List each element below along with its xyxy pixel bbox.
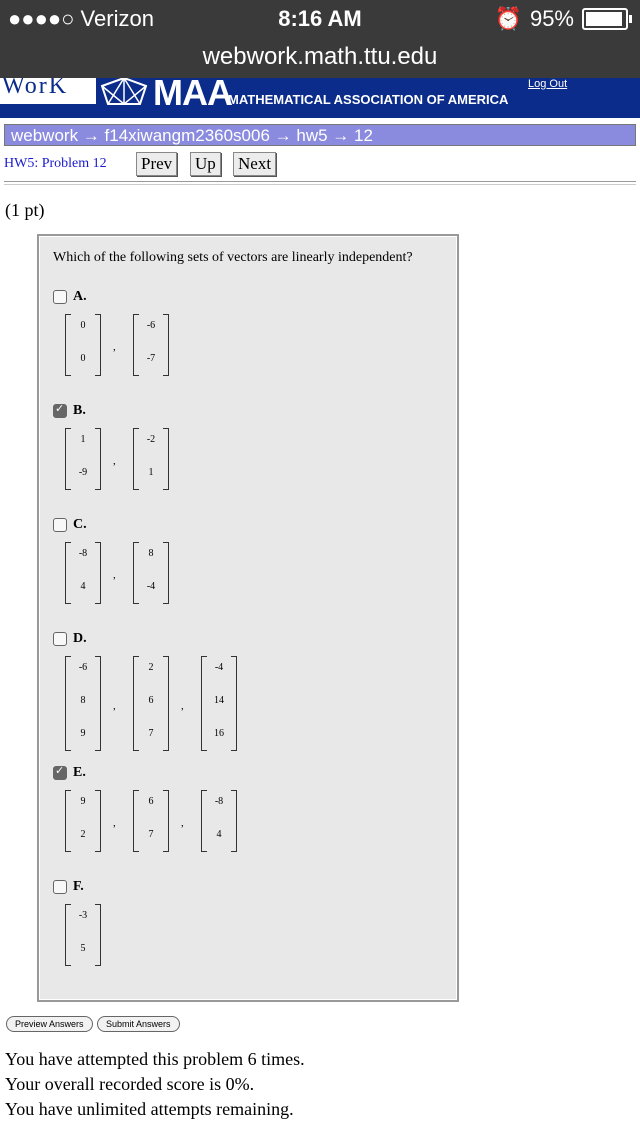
option-label: B. [73, 403, 86, 418]
option-checkbox[interactable] [53, 880, 67, 894]
prev-button[interactable]: Prev [136, 152, 177, 176]
vector-separator: , [113, 569, 116, 581]
header-banner [0, 72, 640, 118]
vector [133, 542, 169, 604]
remaining-message: You have unlimited attempts remaining. [5, 1099, 294, 1119]
clock: 8:16 AM [278, 6, 362, 31]
vector-entry: -4 [146, 581, 156, 592]
vector-entry: -7 [146, 353, 156, 364]
vector [201, 656, 237, 751]
vector [65, 656, 101, 751]
vector-entry: 0 [80, 320, 86, 331]
option-label: D. [73, 631, 87, 646]
vector [65, 542, 101, 604]
webwork-logo: WorK [0, 78, 96, 104]
score-message: Your overall recorded score is 0%. [5, 1074, 255, 1094]
option-label: F. [73, 879, 84, 894]
vector [65, 790, 101, 852]
vector [133, 314, 169, 376]
vector-entry: 9 [80, 796, 86, 807]
vector-entry: -9 [78, 467, 88, 478]
option-checkbox[interactable] [53, 404, 67, 418]
vector-entry: 7 [148, 829, 154, 840]
option-e [53, 764, 443, 840]
divider [4, 184, 636, 185]
next-button[interactable]: Next [233, 152, 276, 176]
battery-indicator [495, 6, 628, 32]
vector-entry: 8 [80, 695, 86, 706]
question-text: Which of the following sets of vectors are linearly independent? [53, 250, 413, 265]
submit-answers-button[interactable]: Submit Answers [97, 1016, 180, 1032]
maa-logo-icon [100, 78, 148, 108]
problem-link[interactable]: HW5: Problem 12 [4, 156, 107, 171]
vector-entry: 6 [148, 695, 154, 706]
vector-entry: 4 [216, 829, 222, 840]
vector [65, 428, 101, 490]
vector-entry: 0 [80, 353, 86, 364]
vector [133, 656, 169, 751]
option-f [53, 878, 443, 954]
option-a [53, 288, 443, 364]
vector [65, 314, 101, 376]
option-label: C. [73, 517, 87, 532]
vector-separator: , [181, 817, 184, 829]
logout-link[interactable]: Log Out [528, 78, 568, 90]
vector-entry: -3 [78, 910, 88, 921]
option-d [53, 630, 443, 739]
option-b [53, 402, 443, 478]
vector-entry: -6 [146, 320, 156, 331]
battery-icon [582, 8, 628, 30]
vector-separator: , [181, 699, 184, 712]
vector-entry: 1 [80, 434, 86, 445]
vector-entry: -4 [214, 662, 224, 673]
vector-separator: , [113, 817, 116, 829]
problem-nav [4, 150, 636, 180]
url-bar[interactable]: webwork.math.ttu.edu [0, 40, 640, 78]
maa-wordmark: MAA [153, 72, 232, 113]
option-c [53, 516, 443, 592]
attempts-message: You have attempted this problem 6 times. [5, 1049, 305, 1069]
up-button[interactable]: Up [190, 152, 221, 176]
vector [201, 790, 237, 852]
vector-entry: 1 [148, 467, 154, 478]
vector-entry: -8 [214, 796, 224, 807]
status-bar [0, 0, 640, 40]
vector-entry: 2 [80, 829, 86, 840]
vector-entry: -8 [78, 548, 88, 559]
breadcrumb[interactable]: webwork → f14xiwangm2360s006 → hw5 → 12 [4, 124, 636, 146]
vector-entry: 7 [148, 728, 154, 739]
vector [133, 428, 169, 490]
vector-separator: , [113, 455, 116, 467]
option-checkbox[interactable] [53, 632, 67, 646]
option-checkbox[interactable] [53, 290, 67, 304]
vector-entry: 2 [148, 662, 154, 673]
vector-separator: , [113, 699, 116, 712]
preview-answers-button[interactable]: Preview Answers [6, 1016, 93, 1032]
vector-entry: 4 [80, 581, 86, 592]
vector-entry: -6 [78, 662, 88, 673]
vector-separator: , [113, 341, 116, 353]
option-checkbox[interactable] [53, 766, 67, 780]
alarm-icon: ⏰ [494, 6, 522, 31]
vector-entry: 8 [148, 548, 154, 559]
vector-entry: 5 [80, 943, 86, 954]
carrier-signal: ●●●●○ Verizon [8, 6, 154, 31]
vector-entry: 6 [148, 796, 154, 807]
problem-box [37, 234, 459, 1002]
vector-entry: 14 [214, 695, 224, 706]
option-label: E. [73, 765, 86, 780]
point-value: (1 pt) [5, 200, 45, 220]
vector-entry: 9 [80, 728, 86, 739]
battery-percent: 95% [529, 6, 574, 31]
maa-fullname: MATHEMATICAL ASSOCIATION OF AMERICA [228, 92, 509, 107]
option-checkbox[interactable] [53, 518, 67, 532]
vector [65, 904, 101, 966]
option-label: A. [73, 289, 87, 304]
vector-entry: 16 [214, 728, 224, 739]
vector-entry: -2 [146, 434, 156, 445]
vector [133, 790, 169, 852]
divider [4, 181, 636, 182]
